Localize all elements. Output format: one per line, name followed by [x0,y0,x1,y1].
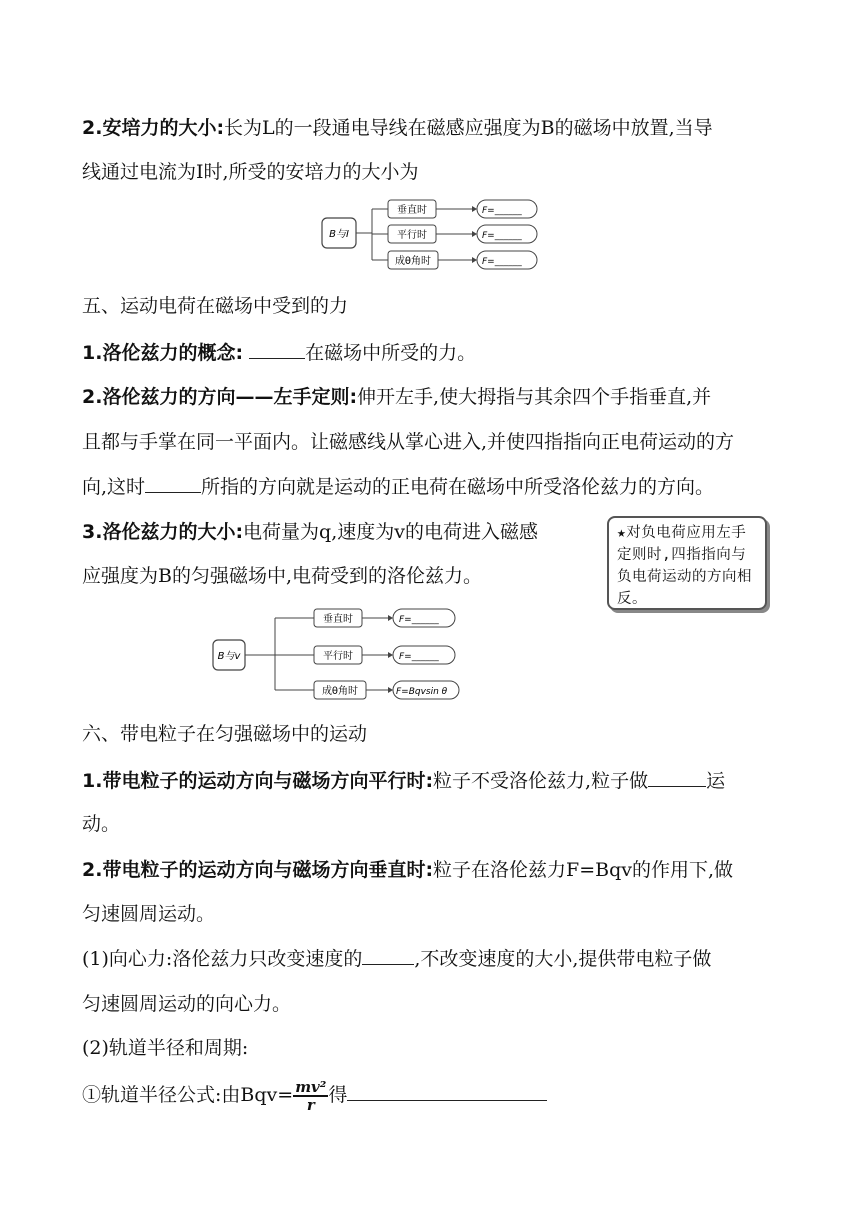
perpendicular-motion-line2: 匀速圆周运动。 [82,903,216,925]
lorentz-direction-blank[interactable] [145,474,201,493]
ampere-force-diagram [318,196,542,274]
diagram2-result-1: F=______ [399,615,439,625]
lorentz-direction-line3 [82,474,714,499]
diagram2-branch-3: 成θ角时 [321,686,359,697]
lorentz-concept-blank[interactable] [249,340,305,359]
perpendicular-motion-label: 2.带电粒子的运动方向与磁场方向垂直时: [82,859,434,881]
centripetal-line1 [82,946,711,971]
fraction-numerator: mv² [295,1078,327,1096]
lorentz-magnitude-label: 3.洛伦兹力的大小: [82,521,244,543]
lorentz-concept-line [82,340,476,365]
radius-formula-line [82,1078,547,1113]
centripetal-text-a: (1)向心力:洛伦兹力只改变速度的 [82,948,363,970]
diagram1-result-3: F=______ [482,257,522,267]
parallel-motion-end: 运 [706,770,726,792]
lorentz-magnitude-line1 [82,520,538,544]
radius-formula-suffix: 得 [328,1084,348,1106]
parallel-motion-line1 [82,768,725,793]
diagram2-root: B与v [217,651,241,662]
diagram1-branch-3: 成θ角时 [394,256,432,267]
lorentz-direction-text3a: 向,这时 [82,476,146,498]
diagram2-result-3: F=Bqvsin θ [396,687,448,697]
section6-heading: 六、带电粒子在匀强磁场中的运动 [82,723,368,745]
diagram1-branch-2: 平行时 [397,230,427,241]
centripetal-blank[interactable] [362,946,414,965]
lorentz-direction-text1: 伸开左手,使大拇指与其余四个手指垂直,并 [357,386,712,408]
lorentz-direction-label: 2.洛伦兹力的方向——左手定则: [82,386,358,408]
diagram2-result-2: F=______ [399,652,439,662]
negative-charge-note: ★对负电荷应用左手定则时,四指指向与负电荷运动的方向相反。 [607,516,767,610]
lorentz-direction-line2: 且都与手掌在同一平面内。让磁感线从掌心进入,并使四指指向正电荷运动的方 [82,431,735,453]
radius-formula-prefix: ①轨道半径公式:由Bqv= [82,1084,294,1106]
fraction-mv2-over-r [293,1079,328,1113]
diagram1-result-1: F=______ [482,206,522,216]
diagram2-branch-2: 平行时 [323,651,353,662]
perpendicular-motion-line1 [82,858,733,882]
diagram1-branch-1: 垂直时 [397,205,427,216]
parallel-motion-label: 1.带电粒子的运动方向与磁场方向平行时: [82,770,434,792]
centripetal-text-b: ,不改变速度的大小,提供带电粒子做 [414,948,712,970]
fraction-denominator: r [306,1096,315,1114]
ampere-force-label: 2.安培力的大小: [82,117,225,139]
parallel-motion-line2: 动。 [82,813,121,835]
lorentz-direction-text3b: 所指的方向就是运动的正电荷在磁场中所受洛伦兹力的方向。 [201,476,715,498]
parallel-motion-blank[interactable] [648,768,706,787]
diagram1-result-2: F=______ [482,231,522,241]
lorentz-concept-label: 1.洛伦兹力的概念: [82,342,244,364]
section5-heading: 五、运动电荷在磁场中受到的力 [82,295,349,317]
lorentz-force-diagram [210,604,464,700]
ampere-force-text1: 长为L的一段通电导线在磁感应强度为B的磁场中放置,当导 [224,117,713,139]
perpendicular-motion-text: 粒子在洛伦兹力F=Bqv的作用下,做 [433,859,734,881]
radius-formula-blank[interactable] [347,1082,547,1101]
diagram2-branch-1: 垂直时 [323,614,353,625]
ampere-force-line1 [82,116,713,140]
orbit-heading: (2)轨道半径和周期: [82,1037,249,1059]
diagram1-root: B与I [329,229,349,240]
lorentz-direction-line1 [82,385,711,409]
centripetal-line2: 匀速圆周运动的向心力。 [82,993,292,1015]
lorentz-concept-text: 在磁场中所受的力。 [305,342,477,364]
lorentz-magnitude-text1: 电荷量为q,速度为v的电荷进入磁感 [243,521,538,543]
lorentz-magnitude-line2: 应强度为B的匀强磁场中,电荷受到的洛伦兹力。 [82,565,483,587]
ampere-force-line2: 线通过电流为I时,所受的安培力的大小为 [82,161,419,183]
parallel-motion-text: 粒子不受洛伦兹力,粒子做 [433,770,649,792]
